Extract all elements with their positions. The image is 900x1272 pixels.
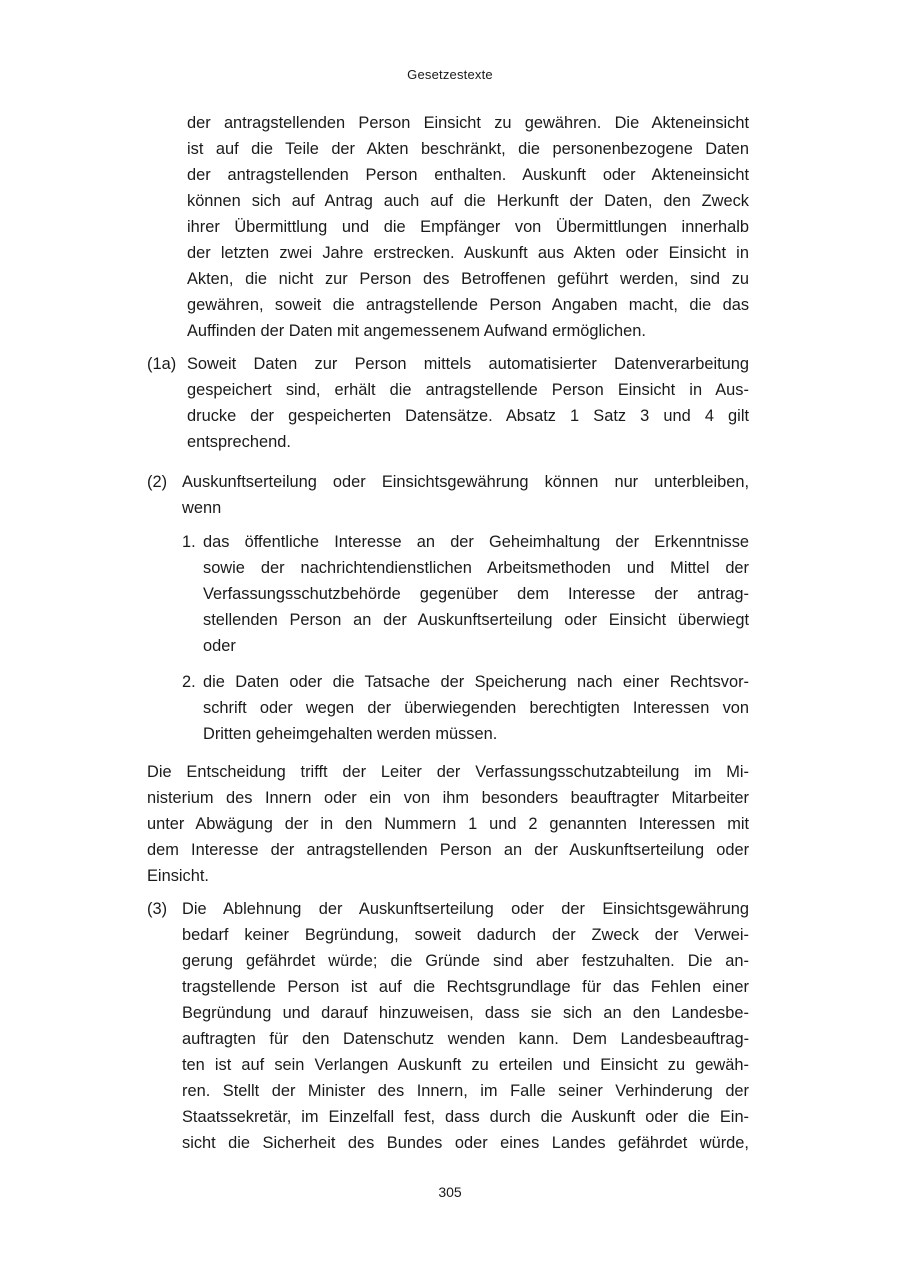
text-line: sowie der nachrichtendienstlichen Arbeitsmethoden und Mittel der [203,559,750,577]
text-line: Die Ablehnung der Auskunftserteilung oder der Einsichtsgewährung [182,900,750,918]
text-line: drucke der gespeicherten Datensätze. Absatz 1 Satz 3 und 4 gilt [187,407,750,425]
running-header: Gesetzestexte [407,67,493,82]
text-line: Begründung und darauf hinzuweisen, dass sie sich an den Landesbe- [182,1004,749,1022]
text-line: der antragstellenden Person Einsicht zu gewähren. Die Akteneinsicht [187,114,750,132]
paragraph-1a [187,351,749,455]
text-line: unter Abwägung der in den Nummern 1 und 2 genannten Interessen mit [147,815,750,833]
list-item-1-number: 1. [182,533,196,551]
text-line: entsprechend. [187,433,291,451]
text-line: bedarf keiner Begründung, soweit dadurch der Zweck der Verwei- [182,926,749,944]
text-line: stellenden Person an der Auskunftserteilung oder Einsicht überwiegt [203,611,749,629]
text-line: oder [203,637,236,655]
text-line: Soweit Daten zur Person mittels automatisierter Datenverarbeitung [187,355,750,373]
text-line: auftragten für den Datenschutz wenden kann. Dem Landesbeauftrag- [182,1030,750,1048]
paragraph-3 [182,896,749,1156]
paragraph-1a-number: (1a) [147,355,177,373]
text-line: Akten, die nicht zur Person des Betroffenen geführt werden, sind zu [187,270,749,288]
list-item-1 [203,529,749,659]
text-line: der letzten zwei Jahre erstrecken. Auskunft aus Akten oder Einsicht in [187,244,749,262]
text-line: die Daten oder die Tatsache der Speicherung nach einer Rechtsvor- [203,673,750,691]
text-line: tragstellende Person ist auf die Rechtsgrundlage für das Fehlen einer [182,978,749,996]
list-item-2-number: 2. [182,673,196,691]
list-item-2 [203,669,749,747]
text-line: gewähren, soweit die antragstellende Person Angaben macht, die das [187,296,750,314]
text-line: Staatssekretär, im Einzelfall fest, dass durch die Auskunft oder die Ein- [182,1108,750,1126]
paragraph-2-closing [147,759,749,889]
text-line: Auskunftserteilung oder Einsichtsgewährung können nur unterbleiben, [182,473,750,491]
text-line: gerung gefährdet würde; die Gründe sind aber festzuhalten. Die an- [182,952,749,970]
text-line: das öffentliche Interesse an der Geheimhaltung der Erkenntnisse [203,533,750,551]
text-line: ren. Stellt der Minister des Innern, im Falle seiner Verhinderung der [182,1082,750,1100]
page-number: 305 [438,1184,462,1200]
paragraph-2 [182,469,749,521]
text-line: sicht die Sicherheit des Bundes oder eines Landes gefährdet würde, [182,1134,749,1152]
text-line: wenn [182,499,222,517]
paragraph-3-number: (3) [147,900,168,918]
text-line: gespeichert sind, erhält die antragstellende Person Einsicht in Aus- [187,381,749,399]
text-line: Einsicht. [147,867,209,885]
paragraph-1-continuation [187,110,749,344]
text-line: nisterium des Innern oder ein von ihm besonders beauftragter Mitarbeiter [147,789,749,807]
text-line: Dritten geheimgehalten werden müssen. [203,725,498,743]
text-line: Auffinden der Daten mit angemessenem Aufwand ermöglichen. [187,322,646,340]
text-line: dem Interesse der antragstellenden Person an der Auskunftserteilung oder [147,841,750,859]
text-line: ten ist auf sein Verlangen Auskunft zu erteilen und Einsicht zu gewäh- [182,1056,749,1074]
text-line: der antragstellenden Person enthalten. Auskunft oder Akteneinsicht [187,166,750,184]
text-line: können sich auf Antrag auch auf die Herkunft der Daten, den Zweck [187,192,749,210]
text-line: ihrer Übermittlung und die Empfänger von Übermittlungen innerhalb [187,218,749,236]
text-line: ist auf die Teile der Akten beschränkt, die personenbezogene Daten [187,140,750,158]
text-line: Die Entscheidung trifft der Leiter der Verfassungsschutzabteilung im Mi- [147,763,749,781]
paragraph-2-number: (2) [147,473,168,491]
text-line: Verfassungsschutzbehörde gegenüber dem Interesse der antrag- [203,585,750,603]
text-line: schrift oder wegen der überwiegenden berechtigten Interessen von [203,699,749,717]
